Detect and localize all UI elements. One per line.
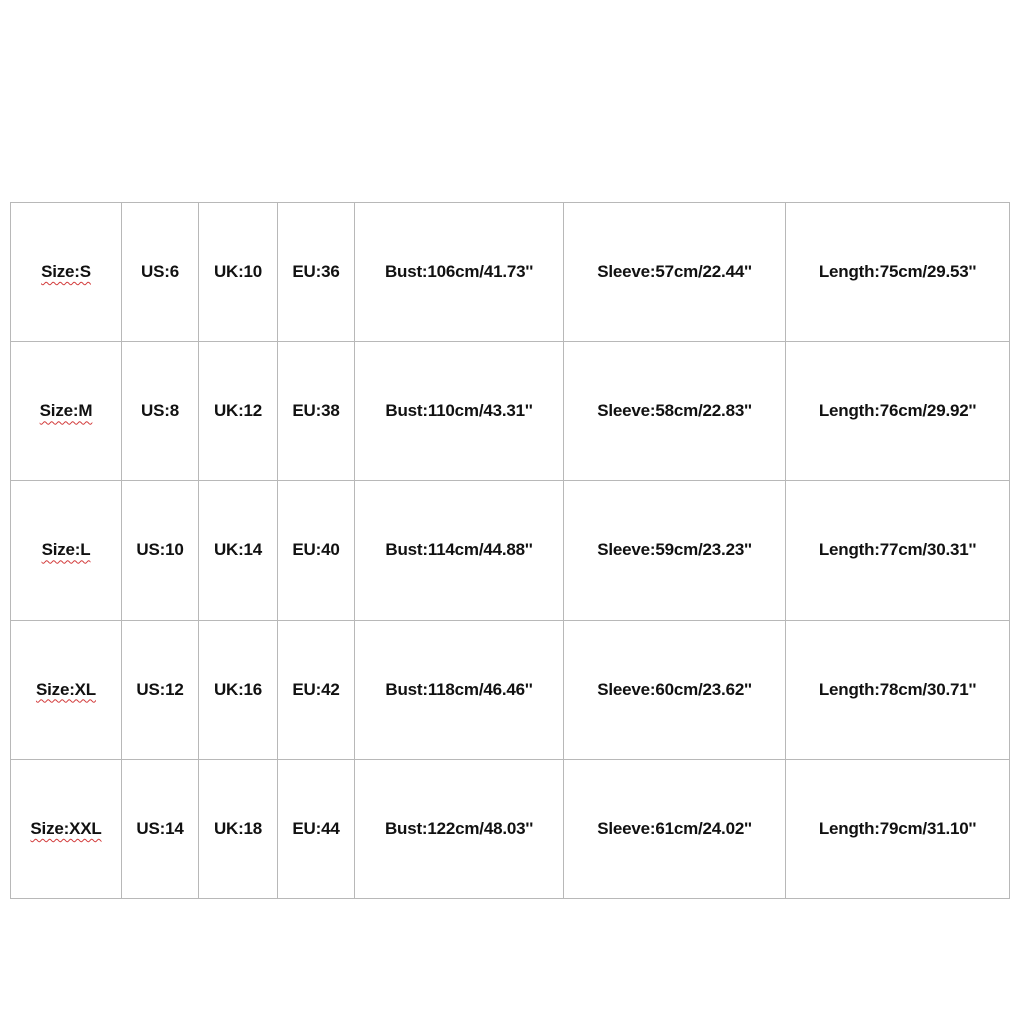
sleeve-cell xyxy=(564,620,786,759)
uk-cell xyxy=(199,342,278,481)
eu-label: EU:44 xyxy=(292,818,340,838)
us-label: US:14 xyxy=(136,818,184,838)
length-cell xyxy=(786,203,1010,342)
bust-cell xyxy=(355,342,564,481)
us-label: US:10 xyxy=(136,540,184,560)
uk-label: UK:10 xyxy=(213,262,263,282)
bust-cell xyxy=(355,203,564,342)
us-cell xyxy=(122,759,199,898)
us-cell xyxy=(122,203,199,342)
bust-label: Bust:118cm/46.46'' xyxy=(385,679,533,699)
eu-label: EU:38 xyxy=(292,401,340,421)
us-cell xyxy=(122,481,199,620)
eu-label: EU:36 xyxy=(292,262,340,282)
size-cell xyxy=(11,759,122,898)
uk-label: UK:14 xyxy=(213,540,263,560)
sleeve-label: Sleeve:59cm/23.23'' xyxy=(597,540,752,560)
size-chart-table xyxy=(10,202,1010,899)
bust-cell xyxy=(355,481,564,620)
us-cell xyxy=(122,342,199,481)
uk-cell xyxy=(199,620,278,759)
uk-label: UK:12 xyxy=(213,401,263,421)
sleeve-label: Sleeve:60cm/23.62'' xyxy=(597,679,752,699)
length-label: Length:79cm/31.10'' xyxy=(818,818,977,838)
size-label: Size:L xyxy=(41,540,91,560)
bust-cell xyxy=(355,759,564,898)
table-row xyxy=(11,620,1010,759)
bust-label: Bust:106cm/41.73'' xyxy=(384,262,534,282)
table-row xyxy=(11,203,1010,342)
us-label: US:8 xyxy=(141,401,179,421)
length-label: Length:77cm/30.31'' xyxy=(818,540,977,560)
eu-label: EU:42 xyxy=(292,679,340,699)
eu-cell xyxy=(278,620,355,759)
length-cell xyxy=(786,759,1010,898)
sleeve-label: Sleeve:61cm/24.02'' xyxy=(597,818,752,838)
size-cell xyxy=(11,620,122,759)
bust-label: Bust:110cm/43.31'' xyxy=(385,401,533,421)
length-label: Length:78cm/30.71'' xyxy=(818,679,977,699)
sleeve-cell xyxy=(564,759,786,898)
eu-label: EU:40 xyxy=(292,540,340,560)
sleeve-label: Sleeve:57cm/22.44'' xyxy=(597,262,752,282)
size-cell xyxy=(11,203,122,342)
size-chart-body xyxy=(11,203,1010,899)
length-cell xyxy=(786,620,1010,759)
uk-cell xyxy=(199,759,278,898)
size-cell xyxy=(11,342,122,481)
length-label: Length:76cm/29.92'' xyxy=(818,401,977,421)
sleeve-cell xyxy=(564,203,786,342)
sleeve-cell xyxy=(564,342,786,481)
us-label: US:6 xyxy=(141,262,179,282)
length-cell xyxy=(786,342,1010,481)
us-label: US:12 xyxy=(136,679,184,699)
eu-cell xyxy=(278,203,355,342)
us-cell xyxy=(122,620,199,759)
table-row xyxy=(11,342,1010,481)
uk-label: UK:18 xyxy=(213,818,263,838)
length-cell xyxy=(786,481,1010,620)
length-label: Length:75cm/29.53'' xyxy=(818,262,977,282)
eu-cell xyxy=(278,759,355,898)
eu-cell xyxy=(278,342,355,481)
sleeve-label: Sleeve:58cm/22.83'' xyxy=(597,401,752,421)
bust-label: Bust:122cm/48.03'' xyxy=(384,818,534,838)
sleeve-cell xyxy=(564,481,786,620)
uk-cell xyxy=(199,481,278,620)
eu-cell xyxy=(278,481,355,620)
uk-label: UK:16 xyxy=(213,679,263,699)
size-label: Size:XL xyxy=(35,679,96,699)
table-row xyxy=(11,481,1010,620)
bust-cell xyxy=(355,620,564,759)
size-cell xyxy=(11,481,122,620)
size-label: Size:S xyxy=(41,262,91,282)
size-label: Size:M xyxy=(39,401,93,421)
table-row xyxy=(11,759,1010,898)
size-label: Size:XXL xyxy=(30,818,102,838)
uk-cell xyxy=(199,203,278,342)
bust-label: Bust:114cm/44.88'' xyxy=(385,540,533,560)
